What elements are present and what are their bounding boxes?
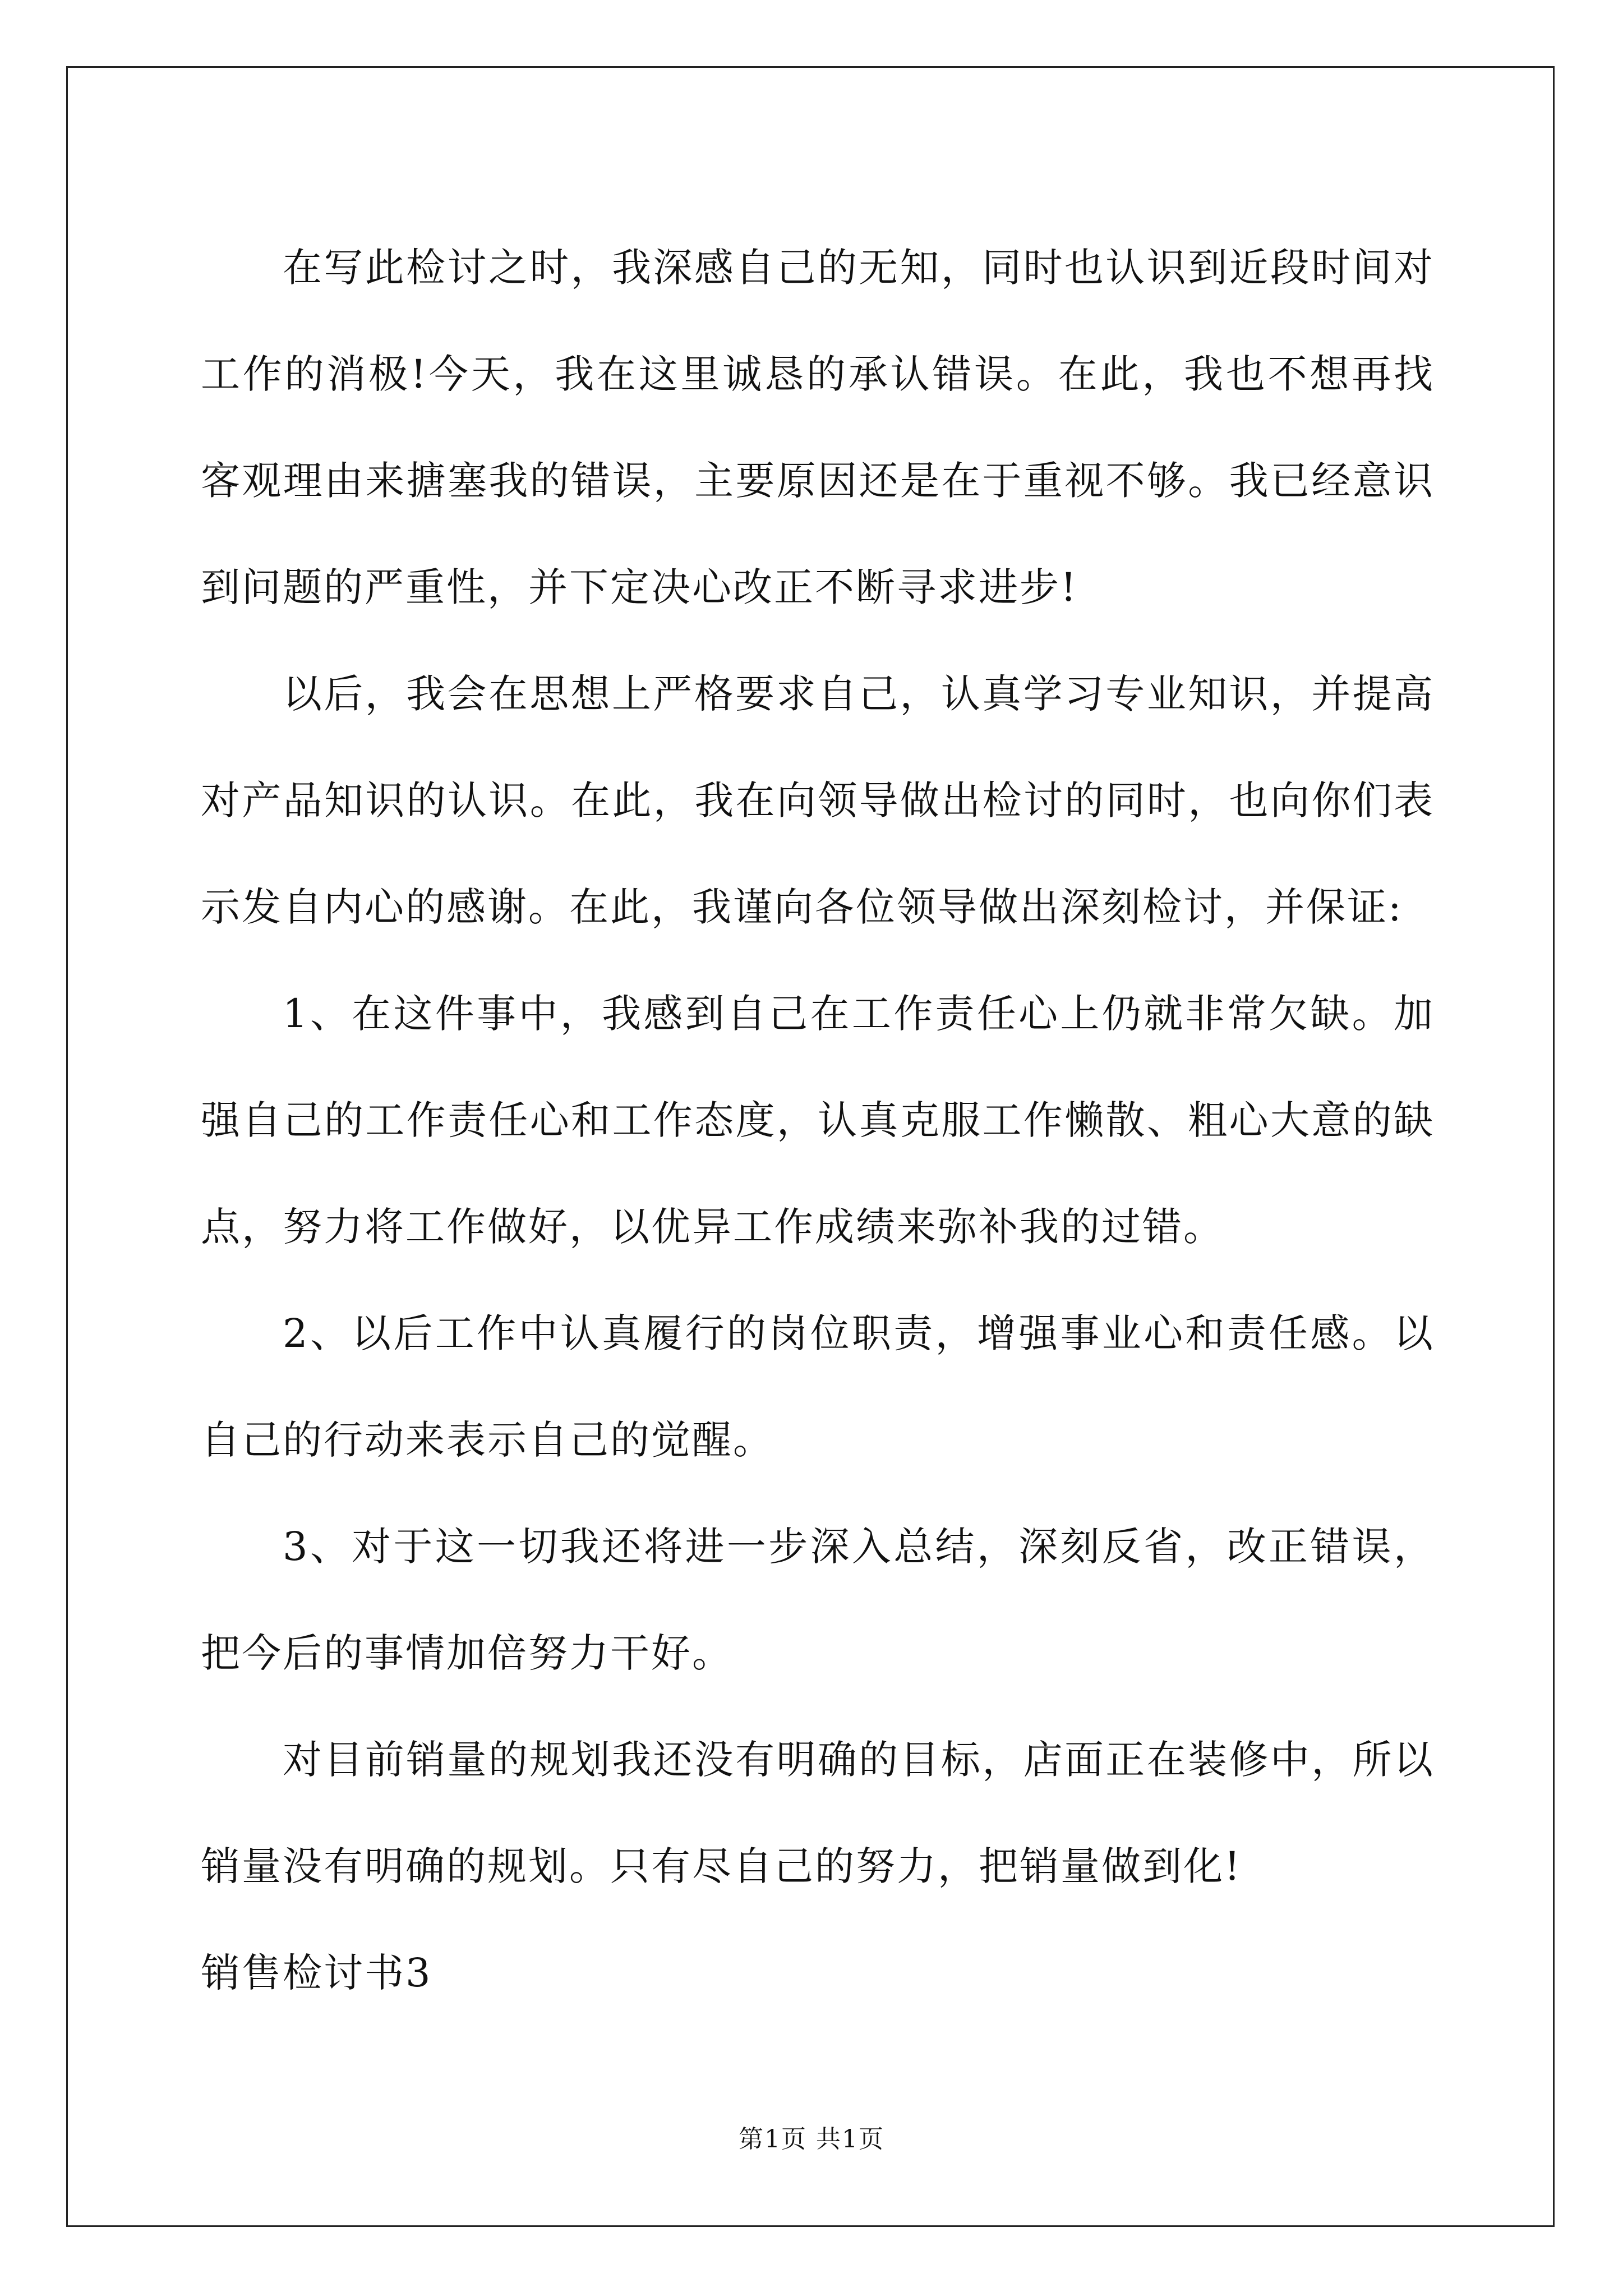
document-body — [201, 214, 1435, 2026]
page-number-footer: 第1页 共1页 — [739, 2125, 884, 2154]
paragraph-point-2: 2、以后工作中认真履行的岗位职责，增强事业心和责任感。以自己的行动来表示自己的觉醒。 — [201, 1310, 1435, 1463]
paragraph-sales-plan: 对目前销量的规划我还没有明确的目标，店面正在装修中，所以销量没有明确的规划。只有尽自己的努力，把销量做到化! — [201, 1737, 1435, 1889]
paragraph-commitment: 以后，我会在思想上严格要求自己，认真学习专业知识，并提高对产品知识的认识。在此，我在向领导做出检讨的同时，也向你们表示发自内心的感谢。在此，我谨向各位领导做出深刻检讨，并保证: — [201, 671, 1435, 930]
paragraph-confession: 在写此检讨之时，我深感自己的无知，同时也认识到近段时间对工作的消极!今天，我在这里诚恳的承认错误。在此，我也不想再找客观理由来搪塞我的错误，主要原因还是在于重视不够。我已经意识到问题的严重性，并下定决心改正不断寻求进步! — [201, 245, 1435, 610]
section-heading: 销售检讨书3 — [201, 1950, 432, 1996]
paragraph-point-3: 3、对于这一切我还将进一步深入总结，深刻反省，改正错误，把今后的事情加倍努力干好。 — [201, 1524, 1435, 1676]
paragraph-point-1: 1、在这件事中，我感到自己在工作责任心上仍就非常欠缺。加强自己的工作责任心和工作态度，认真克服工作懒散、粗心大意的缺点，努力将工作做好，以优异工作成绩来弥补我的过错。 — [201, 991, 1435, 1250]
